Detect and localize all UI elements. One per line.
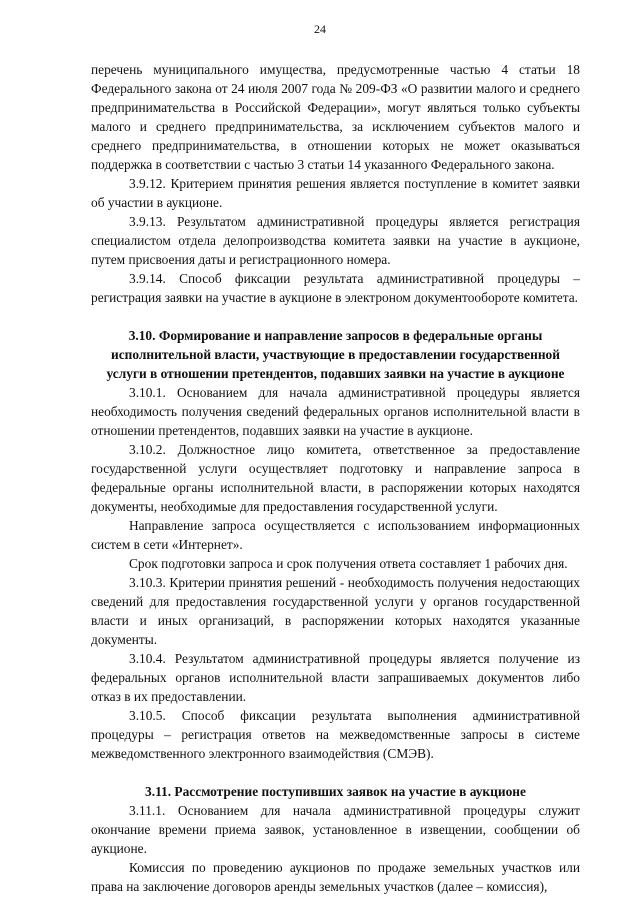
section-heading: 3.10. Формирование и направление запросов в федеральные органы исполнительной власти, участвующие в предоставлении государственной услуги в отношении претендентов, подавших заявки на участие в аукционе bbox=[106, 328, 565, 381]
paragraph: 3.10.2. Должностное лицо комитета, ответственное за предоставление государственной услуги осуществляет подготовку и направление запроса в федеральные органы исполнительной власти, в распоряжении которых находятся документы, необходимые для предоставления государственной услуги. bbox=[91, 442, 580, 514]
paragraph: Комиссия по проведению аукционов по продаже земельных участков или права на заключение договоров аренды земельных участков (далее – комиссия), bbox=[91, 860, 580, 894]
paragraph: 3.11.1. Основанием для начала административной процедуры служит окончание времени приема заявок, установленное в извещении, сообщении об аукционе. bbox=[91, 803, 580, 856]
paragraph: 3.10.4. Результатом административной процедуры является получение из федеральных органов исполнительной власти запрашиваемых документов либо отказ в их предоставлении. bbox=[91, 651, 580, 704]
paragraph: 3.10.3. Критерии принятия решений - необходимость получения недостающих сведений для предоставления государственной услуги у органов государственной власти и иных организаций, в распоряжении которых находятся указанные документы. bbox=[91, 575, 580, 647]
paragraph: 3.9.13. Результатом административной процедуры является регистрация специалистом отдела делопроизводства комитета заявки на участие в аукционе, путем присвоения даты и регистрационного номера. bbox=[91, 214, 580, 267]
section-gap bbox=[91, 763, 580, 782]
paragraph: 3.10.5. Способ фиксации результата выполнения административной процедуры – регистрация ответов на межведомственные запросы в системе межведомственного электронного взаимодействия (СМЭВ). bbox=[91, 708, 580, 761]
section-gap bbox=[91, 307, 580, 326]
paragraph: перечень муниципального имущества, предусмотренные частью 4 статьи 18 Федерального закона от 24 июля 2007 года № 209-ФЗ «О развитии малого и среднего предпринимательства в Российской Федерации», могут являться только субъекты малого и среднего предпринимательства, за исключением субъектов малого и среднего предпринимательства, в отношении которых не может оказываться поддержка в соответствии с частью 3 статьи 14 указанного Федерального закона. bbox=[91, 62, 580, 172]
paragraph: 3.9.14. Способ фиксации результата административной процедуры – регистрация заявки на участие в аукционе в электроном документообороте комитета. bbox=[91, 271, 580, 305]
section-heading: 3.11. Рассмотрение поступивших заявок на участие в аукционе bbox=[145, 784, 526, 799]
paragraph: 3.9.12. Критерием принятия решения является поступление в комитет заявки об участии в аукционе. bbox=[91, 176, 580, 210]
paragraph: 3.10.1. Основанием для начала административной процедуры является необходимость получения сведений федеральных органов исполнительной власти в отношении претендентов, подавших заявки на участие в аукционе. bbox=[91, 385, 580, 438]
paragraph: Срок подготовки запроса и срок получения ответа составляет 1 рабочих дня. bbox=[129, 556, 568, 571]
paragraph: Направление запроса осуществляется с использованием информационных систем в сети «Интернет». bbox=[91, 518, 580, 552]
document-body bbox=[91, 60, 580, 896]
page-number: 24 bbox=[314, 22, 326, 36]
